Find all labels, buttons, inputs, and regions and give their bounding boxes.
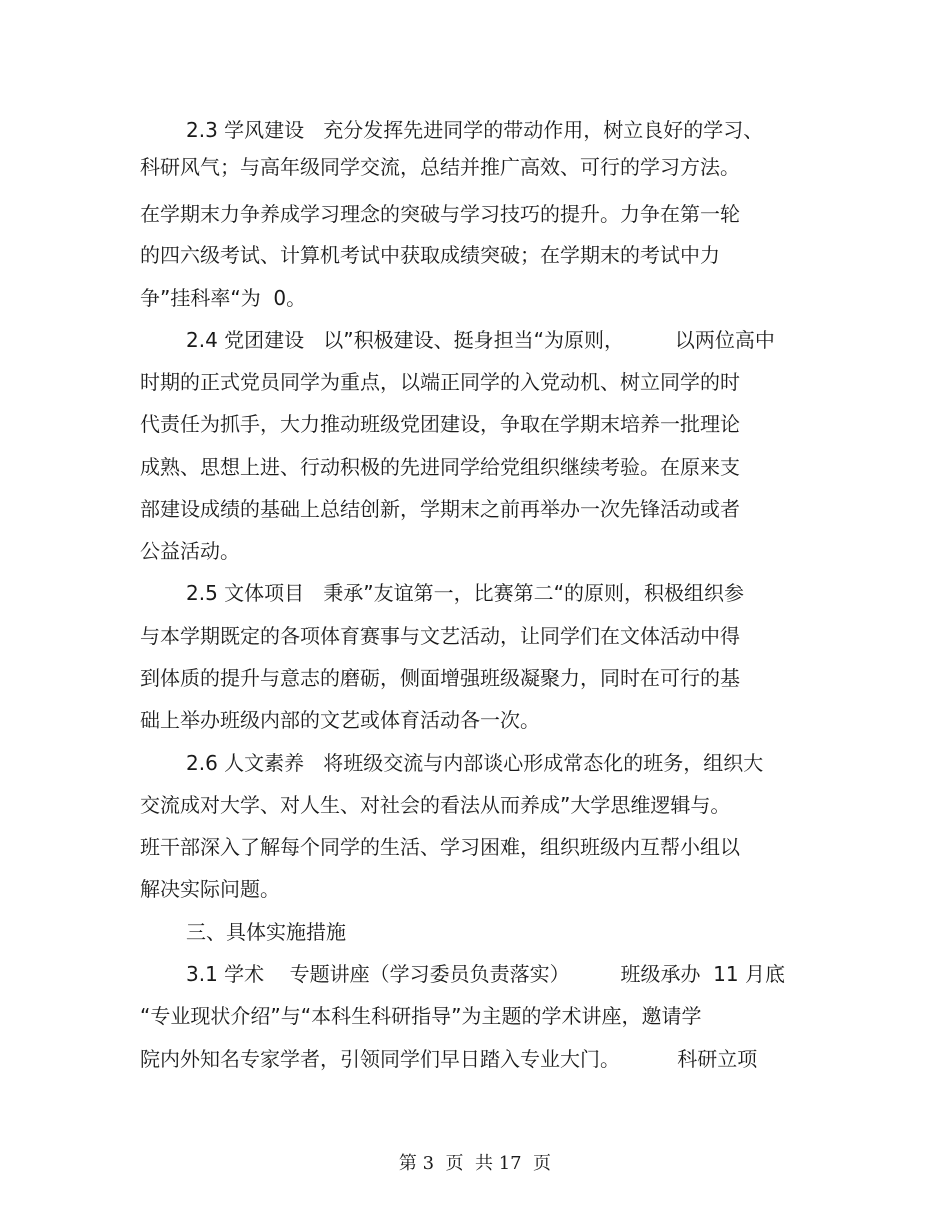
- text-line-3: 在学期末力争养成学习理念的突破与学习技巧的提升。力争在第一轮: [140, 202, 740, 226]
- text-line-22: “专业现状介绍”与“本科生科研指导”为主题的学术讲座，邀请学: [140, 1004, 702, 1028]
- text-line-12: 2.5 文体项目 秉承”友谊第一，比赛第二“的原则，积极组织参: [186, 581, 744, 605]
- text-line-18: 班干部深入了解每个同学的生活、学习困难，组织班级内互帮小组以: [140, 835, 740, 859]
- text-line-6: 2.4 党团建设 以”积极建设、挺身担当“为原则， 以两位高中: [186, 328, 775, 352]
- text-line-16: 2.6 人文素养 将班级交流与内部谈心形成常态化的班务，组织大: [186, 751, 764, 775]
- text-line-5: 争”挂科率“为 0。: [140, 286, 307, 310]
- text-line-13: 与本学期既定的各项体育赛事与文艺活动，让同学们在文体活动中得: [140, 624, 740, 648]
- text-line-10: 部建设成绩的基础上总结创新，学期末之前再举办一次先锋活动或者: [140, 497, 740, 521]
- text-line-23: 院内外知名专家学者，引领同学们早日踏入专业大门。 科研立项: [140, 1047, 758, 1071]
- text-line-2: 科研风气；与高年级同学交流，总结并推广高效、可行的学习方法。: [140, 155, 740, 179]
- text-line-4: 的四六级考试、计算机考试中获取成绩突破；在学期末的考试中力: [140, 243, 720, 267]
- section-heading: 三、具体实施措施: [186, 920, 346, 944]
- text-line-8: 代责任为抓手，大力推动班级党团建设，争取在学期末培养一批理论: [140, 412, 740, 436]
- text-line-1: 2.3 学风建设 充分发挥先进同学的带动作用，树立良好的学习、: [186, 118, 764, 142]
- page-footer: 第 3 页 共 17 页: [398, 1153, 552, 1174]
- text-line-15: 础上举办班级内部的文艺或体育活动各一次。: [140, 708, 540, 732]
- text-line-19: 解决实际问题。: [140, 877, 280, 901]
- text-line-21: 3.1 学术 专题讲座（学习委员负责落实） 班级承办 11 月底: [186, 962, 785, 986]
- text-line-9: 成熟、思想上进、行动积极的先进同学给党组织继续考验。在原来支: [140, 455, 740, 479]
- text-line-17: 交流成对大学、对人生、对社会的看法从而养成”大学思维逻辑与。: [140, 793, 731, 817]
- text-line-11: 公益活动。: [140, 539, 240, 563]
- text-line-7: 时期的正式党员同学为重点，以端正同学的入党动机、树立同学的时: [140, 370, 740, 394]
- text-line-14: 到体质的提升与意志的磨砺，侧面增强班级凝聚力，同时在可行的基: [140, 666, 740, 690]
